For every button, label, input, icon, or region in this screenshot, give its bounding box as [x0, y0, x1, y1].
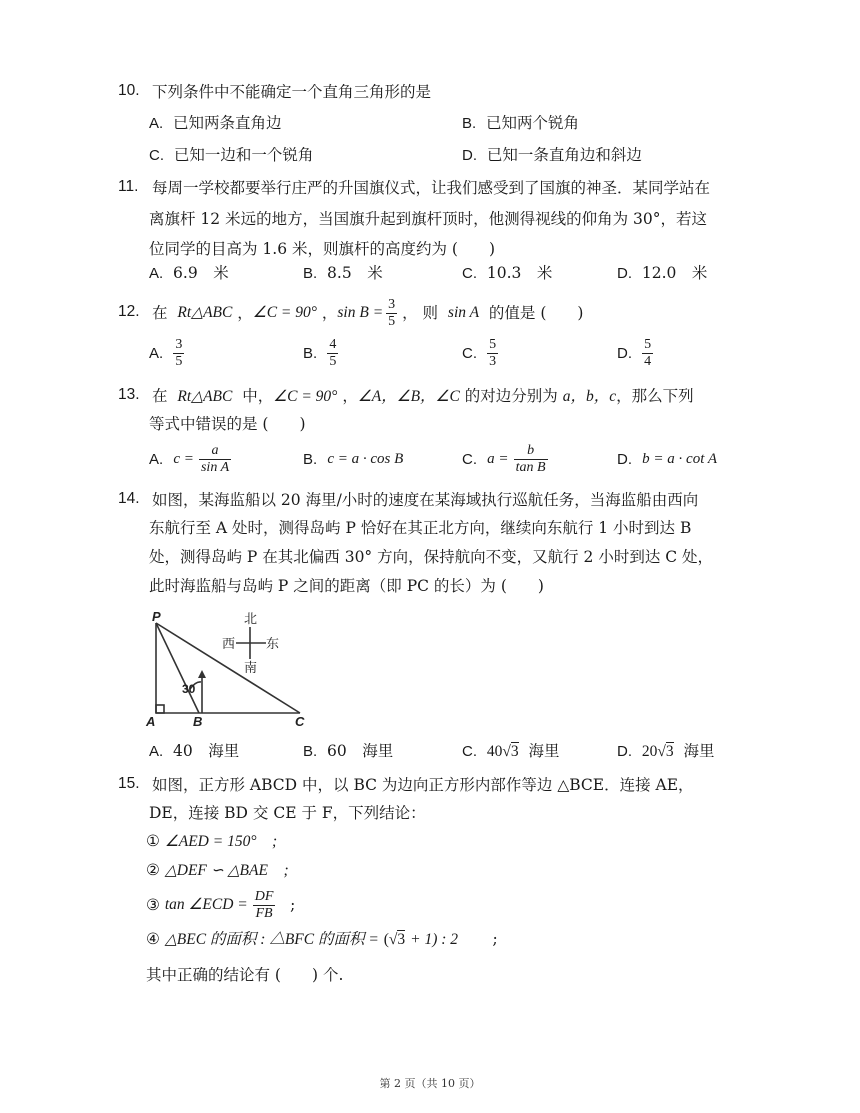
- q11-option-c: C. 10.3 米: [462, 264, 553, 282]
- q12-number: 12.: [118, 303, 140, 320]
- q11-line-3: 位同学的目高为 1.6 米，则旗杆的高度约为 ( ): [149, 240, 496, 258]
- q10-option-a: A. 已知两条直角边: [149, 114, 282, 132]
- q11-number: 11.: [118, 178, 139, 195]
- q15-line-2: DE，连接 BD 交 CE 于 F，下列结论：: [149, 804, 426, 822]
- q12-option-c: C. $\frac{5}{3}$: [462, 336, 497, 369]
- compass-west: 西: [222, 636, 236, 651]
- q14-number: 14.: [118, 490, 140, 507]
- q15-number: 15.: [118, 775, 140, 792]
- compass-south: 南: [244, 660, 258, 675]
- compass-east: 东: [266, 636, 280, 651]
- q15-item-3: ③ tan ∠ECD = $\frac{DF}{FB}$ ;: [146, 888, 296, 921]
- q14-figure: [140, 605, 320, 730]
- q10-option-c: C. 已知一边和一个锐角: [149, 146, 314, 164]
- compass-north: 北: [244, 611, 258, 626]
- label-b: B: [193, 714, 203, 729]
- label-p: P: [152, 609, 161, 624]
- q12-fraction: $\frac{3}{5}$: [388, 296, 396, 329]
- q15-line-1: 如图，正方形 ABCD 中，以 BC 为边向正方形内部作等边 △BCE．连接 AE，: [152, 776, 694, 794]
- q14-option-c: C. 40√3 海里: [462, 742, 560, 760]
- q14-line-2: 东航行至 A 处时，测得岛屿 P 恰好在其正北方向，继续向东航行 1 小时到达 B: [149, 519, 692, 537]
- label-a: A: [146, 714, 156, 729]
- q10-stem: 下列条件中不能确定一个直角三角形的是: [152, 83, 432, 101]
- q13-option-b: B. c = a · cos B: [303, 450, 404, 468]
- q13-line-1: 在 Rt△ABC 中，∠C = 90° ，∠A，∠B，∠C 的对边分别为 a，b，c，那么下列: [152, 387, 694, 405]
- q14-line-1: 如图，某海监船以 20 海里/小时的速度在某海域执行巡航任务，当海监船由西向: [152, 491, 699, 509]
- label-angle-30: 30: [182, 682, 196, 696]
- q11-line-1: 每周一学校都要举行庄严的升国旗仪式，让我们感受到了国旗的神圣．某同学站在: [152, 179, 711, 197]
- q11-option-d: D. 12.0 米: [617, 264, 708, 282]
- q12-option-d: D. $\frac{5}{4}$: [617, 336, 652, 369]
- q15-ending: 其中正确的结论有 ( ) 个.: [146, 966, 344, 984]
- q13-option-d: D. b = a · cot A: [617, 450, 718, 468]
- north-arrow-head: [198, 670, 206, 678]
- q10-option-d: D. 已知一条直角边和斜边: [462, 146, 642, 164]
- q15-item-4: ④ △BEC 的面积 : △BFC 的面积 = (√3 + 1) : 2 ;: [146, 930, 498, 948]
- q15-item-2: ② △DEF ∽ △BAE ;: [146, 861, 289, 879]
- q12-stem: 在 Rt△ABC ， ∠C = 90° ， sin B = $\frac{3}{5}$ ， 则 sin A 的值是 ( ): [152, 296, 584, 329]
- q12-option-a: A. $\frac{3}{5}$: [149, 336, 183, 369]
- q11-line-2: 离旗杆 12 米远的地方，当国旗升起到旗杆顶时，他测得视线的仰角为 30°，若这: [149, 210, 707, 228]
- q13-option-c: C. a = $\frac{b}{\text{tan B}}$: [462, 442, 546, 475]
- q13-number: 13.: [118, 386, 140, 403]
- q12-option-b: B. $\frac{4}{5}$: [303, 336, 337, 369]
- right-angle-mark: [156, 705, 164, 713]
- q15-item-1: ① ∠AED = 150° ;: [146, 832, 278, 850]
- label-c: C: [295, 714, 305, 729]
- q14-line-3: 处，测得岛屿 P 在其北偏西 30° 方向，保持航向不变，又航行 2 小时到达 C 处，: [149, 548, 714, 566]
- q11-option-b: B. 8.5 米: [303, 264, 383, 282]
- q10-number: 10.: [118, 82, 140, 99]
- q10-option-b: B. 已知两个锐角: [462, 114, 580, 132]
- q14-line-4: 此时海监船与岛屿 P 之间的距离（即 PC 的长）为 ( ): [149, 577, 544, 595]
- q13-option-a: A. c = $\frac{a}{\text{sin A}}$: [149, 442, 230, 475]
- q14-option-b: B. 60 海里: [303, 742, 394, 760]
- q14-option-a: A. 40 海里: [149, 742, 240, 760]
- q13-line-2: 等式中错误的是 ( ): [149, 415, 306, 433]
- q14-option-d: D. 20√3 海里: [617, 742, 715, 760]
- q11-option-a: A. 6.9 米: [149, 264, 229, 282]
- page-footer: 第 2 页（共 10 页）: [379, 1077, 481, 1090]
